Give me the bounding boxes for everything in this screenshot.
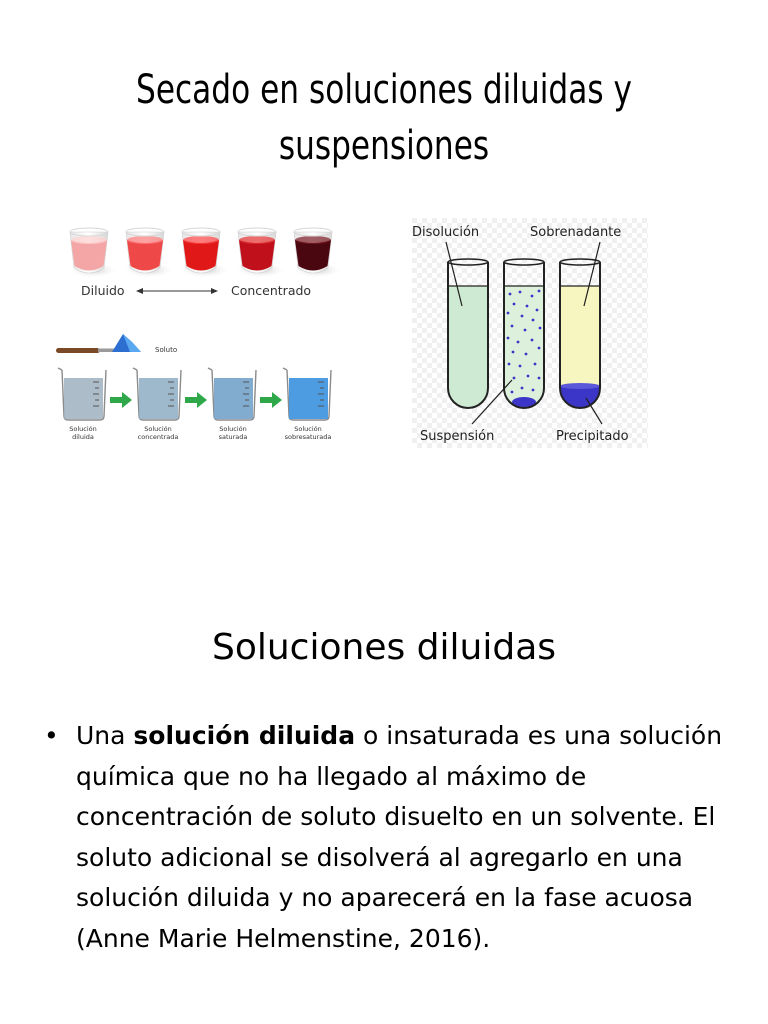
beaker-label-2a: Solución	[144, 425, 172, 433]
spatula-with-solute	[56, 334, 141, 353]
label-diluido: Diluido	[81, 283, 125, 298]
cup-5	[291, 228, 343, 278]
cup-1	[67, 228, 119, 278]
concentration-figure	[48, 220, 348, 450]
section-title: Soluciones diluidas	[211, 627, 557, 668]
green-arrow-icon	[110, 392, 132, 408]
cup-3	[179, 228, 231, 278]
beaker-2	[133, 368, 181, 420]
test-tubes-figure	[412, 218, 648, 448]
label-suspension: Suspensión	[420, 429, 495, 444]
beaker-4	[283, 368, 331, 420]
beaker-label-1b: diluida	[72, 433, 94, 441]
double-arrow	[136, 288, 218, 294]
green-arrow-icon	[260, 392, 282, 408]
beaker-3	[208, 368, 256, 420]
slide-title: Secado en soluciones diluidas y suspensiones	[136, 67, 632, 169]
bullet-text-prefix: Una	[76, 721, 134, 750]
bullet-text-body: o insaturada es una solución química que no ha llegado al máximo de concentración de soluto disuelto en un solvente. El soluto adicional se disolverá al agregarlo en una solución diluida y no aparecerá en la fase acuosa (Anne Marie Helmenstine, 2016).	[76, 721, 723, 953]
green-arrow-icon	[185, 392, 207, 408]
label-soluto: Soluto	[155, 346, 178, 354]
beaker-label-2b: concentrada	[137, 433, 179, 441]
beaker-1	[58, 368, 106, 420]
cup-4	[235, 228, 287, 278]
beaker-label-3b: saturada	[218, 433, 248, 441]
bullet-item	[44, 716, 724, 959]
beaker-label-1a: Solución	[69, 425, 97, 433]
label-sobrenadante: Sobrenadante	[530, 225, 622, 240]
bullet-list	[44, 716, 724, 959]
beaker-label-4b: sobresaturada	[284, 433, 332, 441]
bullet-bold-term: solución diluida	[133, 721, 356, 750]
beaker-label-3a: Solución	[219, 425, 247, 433]
beaker-label-4a: Solución	[294, 425, 322, 433]
bullet-marker: •	[44, 721, 59, 750]
label-concentrado: Concentrado	[231, 283, 312, 298]
label-disolucion: Disolución	[412, 225, 480, 240]
label-precipitado: Precipitado	[556, 429, 629, 444]
cup-2	[123, 228, 175, 278]
